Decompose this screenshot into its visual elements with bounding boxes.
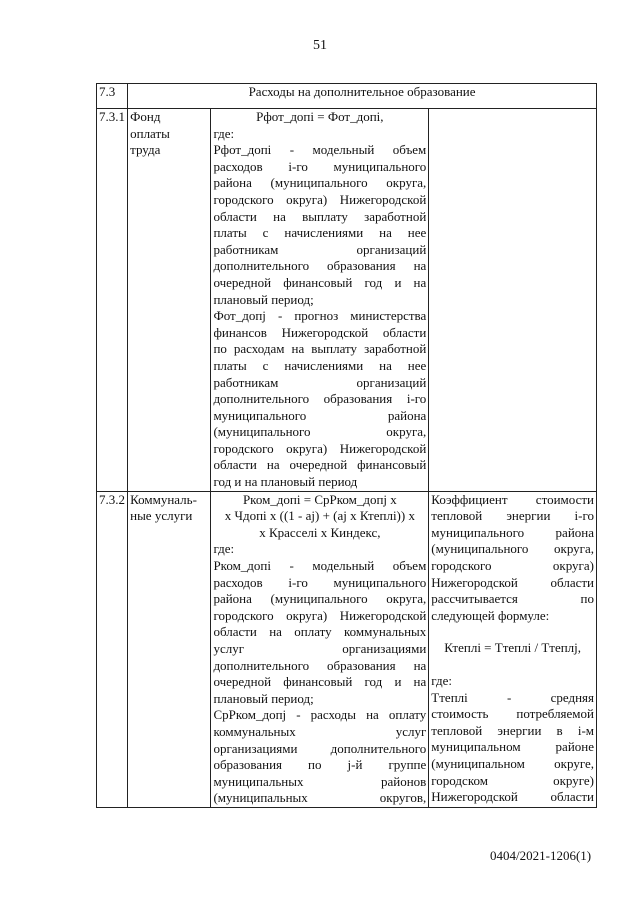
definition-line: финансов Нижегородской области xyxy=(213,324,427,340)
definition-line: работникам организаций xyxy=(213,374,427,390)
note-line: муниципального района xyxy=(431,524,594,540)
row-name-line: оплаты xyxy=(130,125,170,141)
spacer xyxy=(431,657,594,673)
row-name-line: труда xyxy=(130,142,161,158)
definition-line: района (муниципального округа, xyxy=(213,175,427,191)
where-label: где: xyxy=(213,541,235,557)
note-line: рассчитывается по xyxy=(431,591,594,607)
table-row xyxy=(97,109,597,492)
table-header-row xyxy=(97,84,597,109)
note-where-label: где: xyxy=(431,673,452,688)
row-name xyxy=(128,109,211,492)
definition-line: СрРком_допj - расходы на оплату xyxy=(213,707,427,723)
row-number: 7.3.1 xyxy=(97,109,128,492)
definition-line: расходов i-го муниципального xyxy=(213,574,427,590)
formula: Рфот_допi = Фот_допi, xyxy=(256,109,384,124)
formula-line: x Красселi x Киндекс, xyxy=(259,524,381,540)
note-cell xyxy=(429,109,597,492)
definition-line: услуг организациями xyxy=(213,641,427,656)
definition-line: платы с начислениями на нее xyxy=(213,225,427,241)
definition-line: Фот_допj - прогноз министерства xyxy=(213,308,427,324)
definition-line: очередной финансовый год и на xyxy=(213,674,427,690)
definition-line: платы с начислениями на нее xyxy=(213,357,427,373)
row-number: 7.3.2 xyxy=(97,491,128,807)
definition-line: по расходам на выплату заработной xyxy=(213,341,427,357)
definition-line: организациями дополнительного xyxy=(213,740,427,756)
note-definition-line: Ттеплi - средняя xyxy=(431,689,594,705)
definition-line: городского округа) Нижегородской xyxy=(213,191,427,207)
formula-line: Рком_допi = СрРком_допj x xyxy=(242,491,397,507)
definition-line: коммунальных услуг xyxy=(213,723,427,739)
where-label: где: xyxy=(213,125,235,141)
note-definition-line: муниципальном районе xyxy=(431,739,594,755)
definition-line: образования по j-й группе xyxy=(213,757,427,773)
note-line: Нижегородской области xyxy=(431,574,594,590)
section-title: Расходы на дополнительное образование xyxy=(128,84,597,109)
note-formula: Ктеплi = Ттеплi / Ттеплj, xyxy=(444,640,582,656)
row-name-line: Фонд xyxy=(130,109,161,124)
definition-line: Рком_допi - модельный объем xyxy=(213,558,427,574)
definition-line: района (муниципального округа, xyxy=(213,591,427,607)
definition-line: (муниципальных округов, xyxy=(213,790,427,806)
note-definition-line: (муниципальном округе, xyxy=(431,755,594,771)
note-definition-line: тепловой энергии в i-м xyxy=(431,722,594,738)
spacer xyxy=(431,624,594,640)
definition-line: дополнительного образования i-го xyxy=(213,391,427,407)
definition-line: городского округа) Нижегородской xyxy=(213,607,427,623)
definition-line: области на очередной финансовый xyxy=(213,457,427,473)
note-line: городского округа) xyxy=(431,558,594,574)
formula-line: x Чдопi x ((1 - aj) + (aj x Ктеплi)) x xyxy=(224,508,415,524)
expenses-table xyxy=(96,83,597,808)
definition-line: расходов i-го муниципального xyxy=(213,158,427,174)
note-definition-line: Нижегородской области xyxy=(431,789,594,805)
definition-line: (муниципального округа, xyxy=(213,424,427,440)
note-definition-line: стоимость потребляемой xyxy=(431,706,594,722)
definition-line: муниципальных районов xyxy=(213,773,427,789)
row-name xyxy=(128,491,211,807)
table-row xyxy=(97,491,597,807)
definition-line: дополнительного образования на xyxy=(213,657,427,673)
definition-line: области на оплату коммунальных xyxy=(213,624,427,640)
row-name-line: ные услуги xyxy=(130,508,193,524)
definition-line: муниципального района xyxy=(213,407,427,423)
note-line: (муниципального округа, xyxy=(431,541,594,557)
note-definition-line: городском округе) xyxy=(431,772,594,788)
row-name-line: Коммуналь- xyxy=(130,491,197,507)
note-line: следующей формуле: xyxy=(431,607,550,623)
page-number: 51 xyxy=(313,38,327,53)
definition-line: плановый период; xyxy=(213,291,314,307)
formula-cell xyxy=(211,491,429,807)
definition-line: год и на плановый период xyxy=(213,474,358,490)
section-number: 7.3 xyxy=(97,84,128,109)
note-cell xyxy=(429,491,597,807)
definition-line: очередной финансовый год и на xyxy=(213,274,427,290)
formula-cell xyxy=(211,109,429,492)
note-line: тепловой энергии i-го xyxy=(431,508,594,524)
note-line: Коэффициент стоимости xyxy=(431,491,594,507)
definition-line: плановый период; xyxy=(213,690,314,706)
definition-line: области на выплату заработной xyxy=(213,208,427,224)
definition-line: городского округа) Нижегородской xyxy=(213,440,427,456)
definition-line: работникам организаций xyxy=(213,241,427,257)
definition-line: дополнительного образования на xyxy=(213,258,427,274)
document-code: 0404/2021-1206(1) xyxy=(490,848,592,863)
definition-line: Рфот_допi - модельный объем xyxy=(213,142,427,158)
